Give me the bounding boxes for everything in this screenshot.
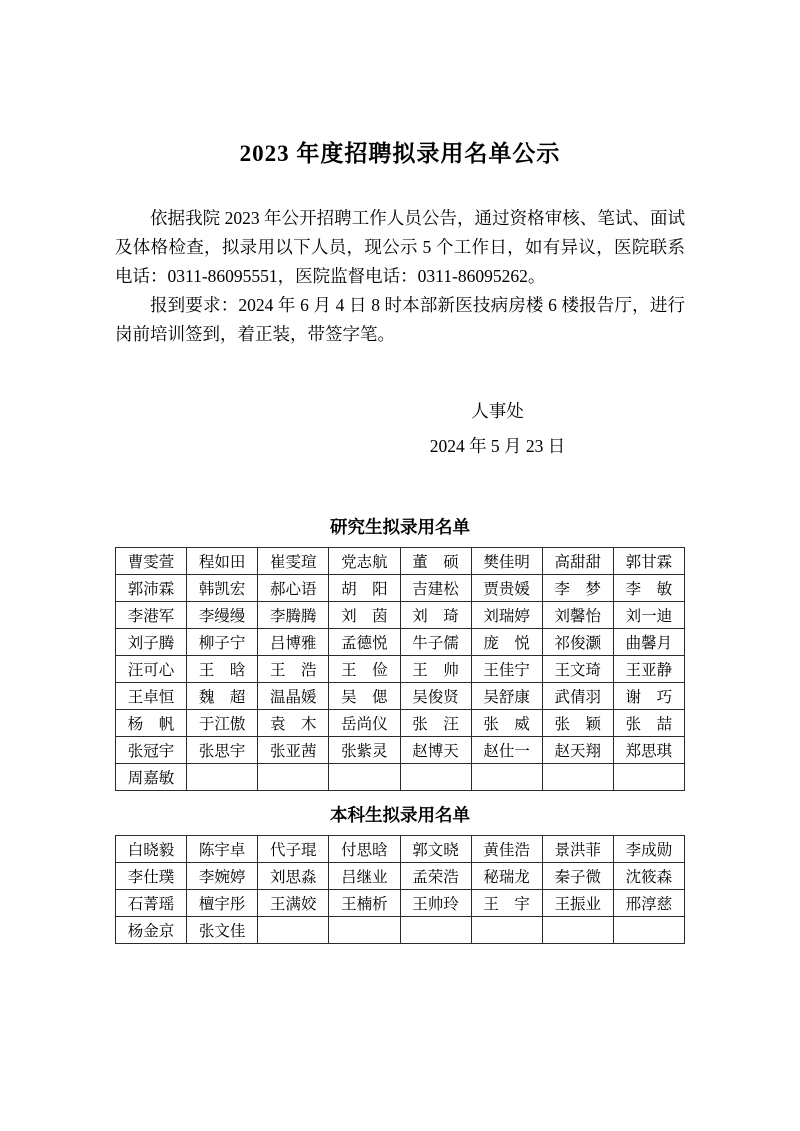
name-cell: 李 梦	[542, 575, 613, 602]
name-cell: 樊佳明	[471, 548, 542, 575]
table-row	[116, 737, 685, 764]
name-cell: 魏 超	[187, 683, 258, 710]
name-cell: 孟荣浩	[400, 863, 471, 890]
name-cell: 张亚茜	[258, 737, 329, 764]
name-cell: 沈筱森	[613, 863, 684, 890]
name-cell: 孟德悦	[329, 629, 400, 656]
name-cell: 李腾腾	[258, 602, 329, 629]
name-cell: 曲馨月	[613, 629, 684, 656]
table-row	[116, 890, 685, 917]
table-row	[116, 683, 685, 710]
name-cell: 刘子腾	[116, 629, 187, 656]
name-cell: 檀宇彤	[187, 890, 258, 917]
name-cell: 崔雯瑄	[258, 548, 329, 575]
name-cell: 汪可心	[116, 656, 187, 683]
name-cell: 吉建松	[400, 575, 471, 602]
name-cell: 刘 茵	[329, 602, 400, 629]
name-cell	[400, 917, 471, 944]
name-cell	[542, 917, 613, 944]
name-cell: 吴 偲	[329, 683, 400, 710]
name-cell: 郝心语	[258, 575, 329, 602]
name-cell	[613, 917, 684, 944]
name-cell: 贾贵媛	[471, 575, 542, 602]
name-cell: 张文佳	[187, 917, 258, 944]
name-cell: 张冠宇	[116, 737, 187, 764]
name-cell: 王 浩	[258, 656, 329, 683]
name-cell: 景洪菲	[542, 836, 613, 863]
name-cell: 刘思淼	[258, 863, 329, 890]
table-row	[116, 917, 685, 944]
name-cell: 刘馨怡	[542, 602, 613, 629]
undergraduate-table	[115, 835, 685, 944]
name-cell: 周嘉敏	[116, 764, 187, 791]
name-cell: 赵博天	[400, 737, 471, 764]
name-cell: 邢淳慈	[613, 890, 684, 917]
name-cell: 李缦缦	[187, 602, 258, 629]
name-cell: 王卓恒	[116, 683, 187, 710]
name-cell: 郭甘霖	[613, 548, 684, 575]
name-cell: 吕博雅	[258, 629, 329, 656]
name-cell: 王帅玲	[400, 890, 471, 917]
name-cell: 吕继业	[329, 863, 400, 890]
name-cell: 黄佳浩	[471, 836, 542, 863]
name-cell: 张 颖	[542, 710, 613, 737]
graduate-table-title: 研究生拟录用名单	[330, 517, 470, 537]
name-cell: 王 俭	[329, 656, 400, 683]
name-cell	[329, 764, 400, 791]
graduate-table-body	[116, 548, 685, 791]
name-cell: 张紫灵	[329, 737, 400, 764]
name-cell: 陈宇卓	[187, 836, 258, 863]
name-cell: 谢 巧	[613, 683, 684, 710]
name-cell: 温晶媛	[258, 683, 329, 710]
undergraduate-table-body	[116, 836, 685, 944]
body-paragraph-report-requirements: 报到要求：2024 年 6 月 4 日 8 时本部新医技病房楼 6 楼报告厅，进行岗前培训签到，着正装，带签字笔。	[115, 295, 685, 344]
name-cell	[329, 917, 400, 944]
name-cell: 赵仕一	[471, 737, 542, 764]
name-cell: 牛子儒	[400, 629, 471, 656]
graduate-table	[115, 547, 685, 791]
signature: 人事处	[471, 401, 524, 421]
table-row	[116, 863, 685, 890]
name-cell	[542, 764, 613, 791]
name-cell: 王文琦	[542, 656, 613, 683]
name-cell: 王 宇	[471, 890, 542, 917]
name-cell: 王满姣	[258, 890, 329, 917]
name-cell: 郑思琪	[613, 737, 684, 764]
table-row	[116, 602, 685, 629]
name-cell: 袁 木	[258, 710, 329, 737]
table-row	[116, 575, 685, 602]
name-cell: 程如田	[187, 548, 258, 575]
name-cell: 付思晗	[329, 836, 400, 863]
table-row	[116, 629, 685, 656]
name-cell: 王亚静	[613, 656, 684, 683]
table-row	[116, 656, 685, 683]
name-cell: 高甜甜	[542, 548, 613, 575]
page-title: 2023 年度招聘拟录用名单公示	[239, 141, 561, 166]
table-row	[116, 764, 685, 791]
name-cell: 张 汪	[400, 710, 471, 737]
name-cell	[613, 764, 684, 791]
name-cell	[258, 917, 329, 944]
name-cell: 杨 帆	[116, 710, 187, 737]
signature-date: 2024 年 5 月 23 日	[429, 436, 566, 456]
table-row	[116, 548, 685, 575]
name-cell: 郭文晓	[400, 836, 471, 863]
name-cell: 庞 悦	[471, 629, 542, 656]
name-cell: 秦子微	[542, 863, 613, 890]
name-cell: 王振业	[542, 890, 613, 917]
name-cell: 王 帅	[400, 656, 471, 683]
undergraduate-table-title: 本科生拟录用名单	[330, 805, 470, 825]
name-cell: 吴俊贤	[400, 683, 471, 710]
name-cell: 刘一迪	[613, 602, 684, 629]
table-row	[116, 710, 685, 737]
name-cell: 张 威	[471, 710, 542, 737]
name-cell: 郭沛霖	[116, 575, 187, 602]
name-cell: 张 喆	[613, 710, 684, 737]
name-cell: 秘瑞龙	[471, 863, 542, 890]
name-cell: 赵天翔	[542, 737, 613, 764]
name-cell: 刘 琦	[400, 602, 471, 629]
name-cell: 岳尚仪	[329, 710, 400, 737]
name-cell: 石菁瑶	[116, 890, 187, 917]
name-cell: 刘瑞婷	[471, 602, 542, 629]
name-cell: 祁俊灏	[542, 629, 613, 656]
name-cell: 李婉婷	[187, 863, 258, 890]
name-cell: 李港军	[116, 602, 187, 629]
name-cell	[400, 764, 471, 791]
name-cell: 董 硕	[400, 548, 471, 575]
name-cell: 曹雯萱	[116, 548, 187, 575]
body-text	[115, 204, 685, 349]
name-cell: 柳子宁	[187, 629, 258, 656]
name-cell: 杨金京	[116, 917, 187, 944]
name-cell: 韩凯宏	[187, 575, 258, 602]
name-cell: 王佳宁	[471, 656, 542, 683]
name-cell: 李 敏	[613, 575, 684, 602]
table-row	[116, 836, 685, 863]
name-cell: 胡 阳	[329, 575, 400, 602]
signature-block	[310, 397, 685, 461]
name-cell	[471, 917, 542, 944]
name-cell	[187, 764, 258, 791]
name-cell	[471, 764, 542, 791]
name-cell: 王 晗	[187, 656, 258, 683]
name-cell: 于江傲	[187, 710, 258, 737]
name-cell	[258, 764, 329, 791]
name-cell: 武倩羽	[542, 683, 613, 710]
body-paragraph-announcement: 依据我院 2023 年公开招聘工作人员公告，通过资格审核、笔试、面试及体格检查，拟录用以下人员，现公示 5 个工作日，如有异议，医院联系电话：0311-86095551，医院监督电话：0311-86095262。	[115, 208, 685, 286]
name-cell: 李成勋	[613, 836, 684, 863]
name-cell: 白晓毅	[116, 836, 187, 863]
name-cell: 王楠析	[329, 890, 400, 917]
name-cell: 代子琨	[258, 836, 329, 863]
name-cell: 吴舒康	[471, 683, 542, 710]
name-cell: 李仕璞	[116, 863, 187, 890]
name-cell: 张思宇	[187, 737, 258, 764]
name-cell: 党志航	[329, 548, 400, 575]
